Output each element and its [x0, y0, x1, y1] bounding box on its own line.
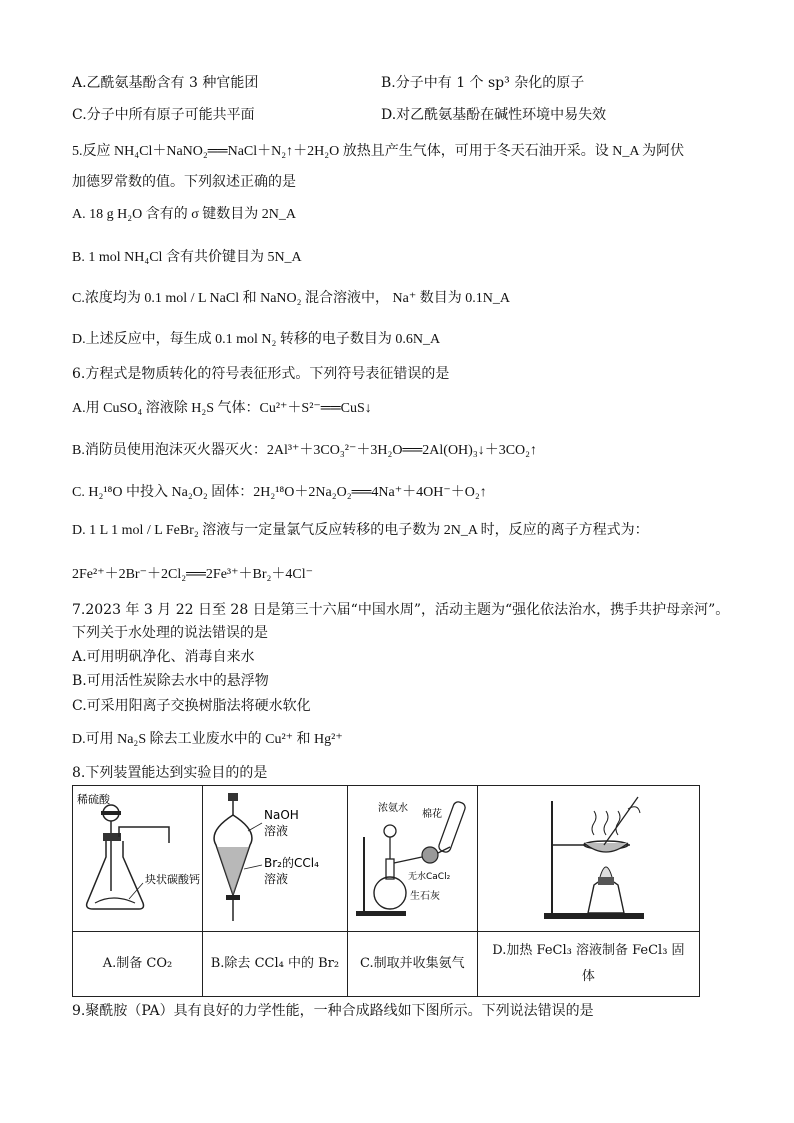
q9-stem: 9.聚酰胺（PA）具有良好的力学性能，一种合成路线如下图所示。下列说法错误的是: [72, 1003, 594, 1019]
label-dilute-acid: 稀硫酸: [77, 792, 111, 806]
apparatus-d-cell: [477, 786, 699, 932]
caption-a: A.制备 CO₂: [102, 956, 173, 971]
label-br2-ccl4: Br₂的CCl₄: [263, 855, 319, 870]
flask-co2-apparatus-illustration: [73, 787, 201, 927]
caption-d-cell: [477, 932, 699, 997]
q7-option-c: C.可采用阳离子交换树脂法将硬水软化: [72, 698, 311, 714]
separatory-funnel-illustration: [204, 787, 346, 927]
q5-option-c: C.浓度均为 0.1 mol / L NaCl 和 NaNO₂ 混合溶液中， Na⁺ 数目为 0.1N_A: [72, 291, 510, 306]
caption-a-cell: [73, 932, 203, 997]
apparatus-b-cell: [202, 786, 347, 932]
q7-stem-line1: 7.2023 年 3 月 22 日至 28 日是第三十六届“中国水周”，活动主题为“强化依法治水，携手共护母亲河”。: [72, 602, 730, 618]
label-naoh-solution: 溶液: [263, 823, 288, 838]
label-br2-solution: 溶液: [263, 871, 288, 886]
q4-option-a: A.乙酰氨基酚含有 3 种官能团: [72, 75, 259, 91]
q7-option-d: D.可用 Na₂S 除去工业废水中的 Cu²⁺ 和 Hg²⁺: [72, 732, 343, 747]
apparatus-a-cell: [73, 786, 203, 932]
q6-stem: 6.方程式是物质转化的符号表征形式。下列符号表征错误的是: [72, 366, 450, 382]
q5-option-d: D.上述反应中，每生成 0.1 mol N₂ 转移的电子数目为 0.6N_A: [72, 332, 441, 347]
q7-option-a: A.可用明矾净化、消毒自来水: [72, 649, 255, 665]
label-naoh: NaOH: [263, 807, 299, 822]
q6-option-b: B.消防员使用泡沫灭火器灭火：2Al³⁺＋3CO₃²⁻＋3H₂O══2Al(OH)₃↓＋3CO₂↑: [72, 443, 538, 458]
q6-option-c: C. H₂¹⁸O 中投入 Na₂O₂ 固体：2H₂¹⁸O＋2Na₂O₂══4Na⁺＋4OH⁻＋O₂↑: [72, 485, 487, 500]
q5-option-b: B. 1 mol NH₄Cl 含有共价键目为 5N_A: [72, 250, 302, 265]
q7-stem-line2: 下列关于水处理的说法错误的是: [72, 625, 268, 641]
apparatus-c-cell: [347, 786, 477, 932]
label-caco3: 块状碳酸钙: [145, 872, 201, 886]
q4-option-c: C.分子中所有原子可能共平面: [72, 107, 255, 123]
q8-stem: 8.下列装置能达到实验目的的是: [72, 765, 268, 781]
label-anhydrous-cacl2: 无水CaCl₂: [408, 871, 451, 882]
caption-b: B.除去 CCl₄ 中的 Br₂: [210, 956, 340, 971]
q7-option-b: B.可用活性炭除去水中的悬浮物: [72, 673, 269, 689]
caption-d-line1: D.加热 FeCl₃ 溶液制备 FeCl₃ 固: [492, 943, 685, 958]
q5-option-a: A. 18 g H₂O 含有的 σ 键数目为 2N_A: [72, 207, 296, 222]
evaporating-dish-illustration: [488, 787, 688, 927]
caption-c: C.制取并收集氨气: [360, 956, 465, 971]
q5-stem-line1: 5.反应 NH₄Cl＋NaNO₂══NaCl＋N₂↑＋2H₂O 放热且产生气体，可用于冬天石油开采。设 N_A 为阿伏: [72, 144, 685, 159]
q6-option-d-line2: 2Fe²⁺＋2Br⁻＋2Cl₂══2Fe³⁺＋Br₂＋4Cl⁻: [72, 567, 314, 582]
q6-option-a: A.用 CuSO₄ 溶液除 H₂S 气体：Cu²⁺＋S²⁻══CuS↓: [72, 401, 372, 416]
apparatus-table: [72, 785, 700, 997]
caption-d-line2: 体: [581, 969, 595, 984]
caption-c-cell: [347, 932, 477, 997]
caption-b-cell: [202, 932, 347, 997]
q5-stem-line2: 加德罗常数的值。下列叙述正确的是: [72, 174, 296, 190]
label-quicklime: 生石灰: [410, 890, 441, 902]
label-cotton: 棉花: [422, 808, 443, 820]
q4-option-d: D.对乙酰氨基酚在碱性环境中易失效: [381, 107, 607, 123]
label-ammonia-water: 浓氨水: [378, 802, 409, 814]
q4-option-b: B.分子中有 1 个 sp³ 杂化的原子: [381, 75, 585, 91]
q6-option-d-line1: D. 1 L 1 mol / L FeBr₂ 溶液与一定量氯气反应转移的电子数为 2N_A 时，反应的离子方程式为：: [72, 523, 649, 538]
ammonia-apparatus-illustration: [348, 787, 476, 927]
